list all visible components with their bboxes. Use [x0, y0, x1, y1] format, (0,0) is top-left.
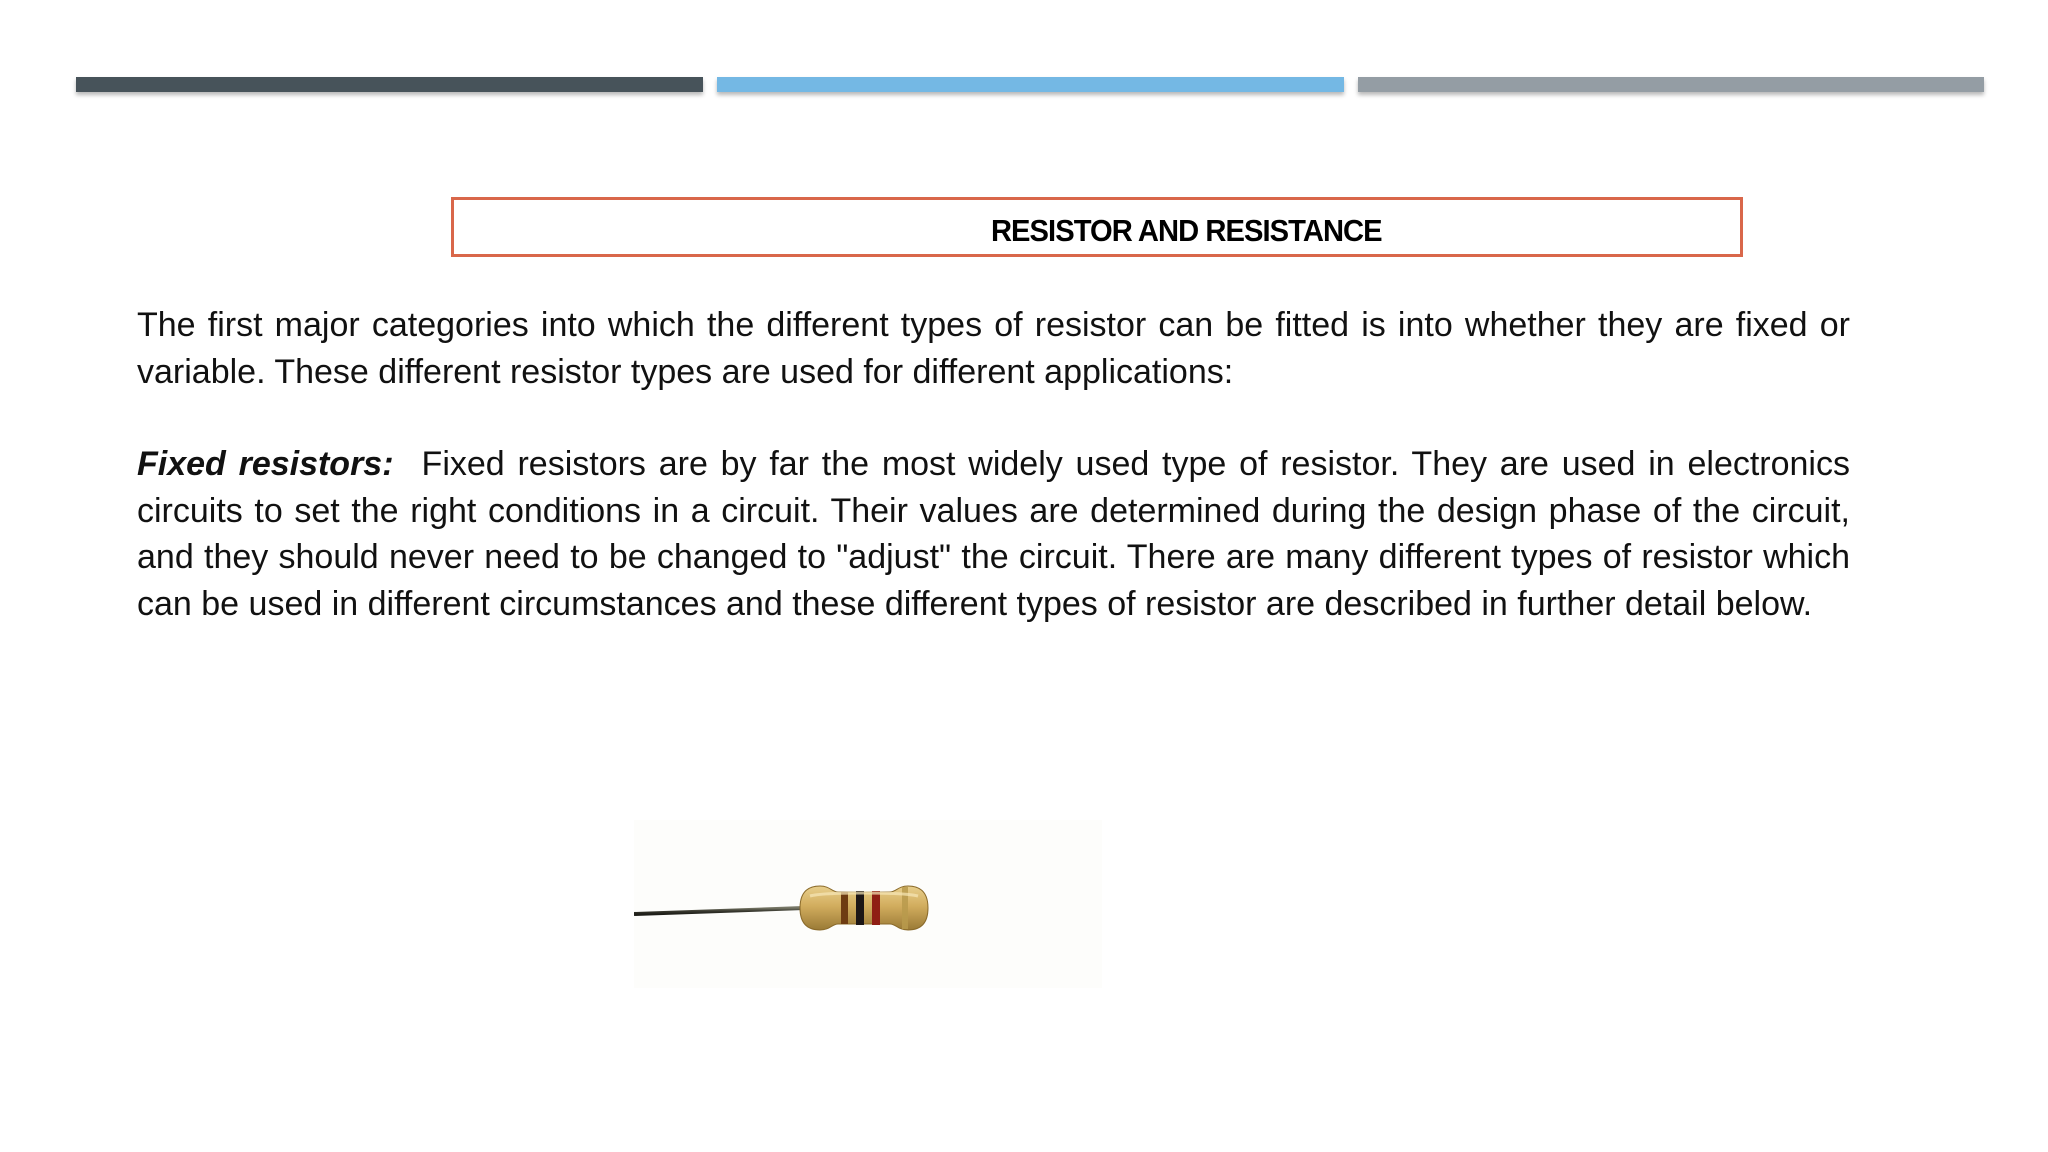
fixed-resistors-paragraph: [137, 441, 1850, 627]
fixed-resistors-term: Fixed resistors:: [137, 445, 394, 483]
band-brown: [841, 892, 848, 924]
intro-paragraph: The first major categories into which the different types of resistor can be fitted is into whether they are fixed or variable. These different resistor types are used for different applications:: [137, 306, 1850, 391]
slide-title: RESISTOR AND RESISTANCE: [990, 213, 1382, 248]
accent-bar-dark: [76, 77, 703, 92]
band-red: [872, 891, 880, 925]
slide-body: [137, 302, 1850, 627]
resistor-image: [634, 820, 1102, 988]
accent-bar-blue: [717, 77, 1344, 92]
band-black: [856, 891, 864, 925]
fixed-resistors-text: Fixed resistors are by far the most widely used type of resistor. They are used in electronics circuits to set the right conditions in a circuit. Their values are determined during the design phase of the circuit, and they should never need to be changed to "adjust" the circuit. There are many different types of resistor which can be used in different circumstances and these different types of resistor are described in further detail below.: [137, 445, 1850, 623]
resistor-icon: [634, 820, 1102, 988]
accent-bar-gray: [1358, 77, 1984, 92]
title-box: [451, 197, 1743, 257]
